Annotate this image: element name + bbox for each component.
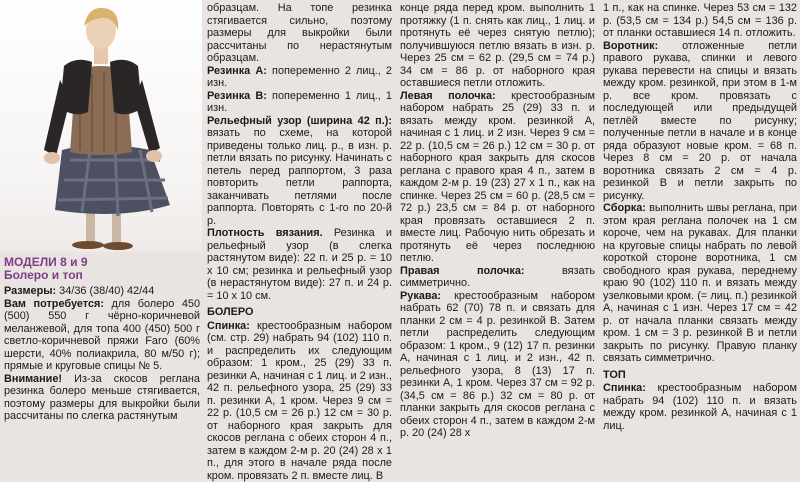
collar-value: отложенные петли правого рукава, спинки и левого рукава перевести на спицы и вязать между кром. резинкой, при этом в 1-м р. все кром. провязать с последующей или предыдущей петлёй вместе по рисунку; полученные петли в начале и в конце ряда образуют новые кром. = 68 п. Через 8 см = 20 р. от начала воротника связать 2 см = 4 р. резинкой В и петли закрыть по рисунку. (603, 40, 797, 202)
sleeves-label: Рукава: (400, 290, 441, 302)
top-heading: ТОП (603, 369, 797, 382)
right-front-value: вязать симметрично. (400, 265, 595, 290)
materials-value: для болеро 450 (500) 550 г чёрно-коричневой меланжевой, для топа 400 (450) 500 г светло-коричневой пряжи Faro (60% шерсти, 40% полиакрила, 80 м/50 г); прямые и круговые спицы № 5. (4, 298, 200, 373)
top-back (603, 382, 797, 432)
left-front (400, 90, 595, 265)
model-photo (0, 0, 202, 252)
rib-b-label: Резинка В: (207, 90, 267, 102)
collar-label: Воротник: (603, 40, 658, 52)
back-continuation: конце ряда перед кром. выполнить 1 протяжку (1 п. снять как лиц., 1 лиц. и протянуть её через снятую петлю); получившуюся петлю вязать в изн. р. Через 25 см = 62 р. (29,5 см = 74 р.) 34 см = 86 р. от наборного края оставшиеся петли отложить. (400, 2, 595, 90)
note-paragraph (4, 373, 200, 423)
top-back-label: Спинка: (603, 382, 646, 394)
relief-value: вязать по схеме, на которой приведены только лиц. р., в изн. р. петли вязать по рисунку. Начинать с петель перед раппортом, 3 раза повторить петли раппорта, заканчивать петлями после раппорта. Повторять с 1-го по 20-й р. (207, 127, 392, 227)
note-label: Внимание! (4, 373, 62, 385)
sleeves-value: крестообразным набором набрать 62 (70) 78 п. и связать для планки 2 см = 4 р. резинкой В. Затем петли распределить следующим образом: 1 кром., 9 (12) 17 п. резинки А, начиная с 1 лиц. и 2 изн., 42 п. рельефного узора, 8 (13) 17 п. резинки А, 1 кром. Через 37 см = 92 р. (34,5 см = 86 р.) 32 см = 80 р. от планки закрыть для скосов реглана с обеих сторон 4 п., затем в каждом 2-м р. 20 (24) 28 х (400, 290, 595, 440)
assembly (603, 202, 797, 365)
right-front (400, 265, 595, 290)
relief-label: Рельефный узор (ширина 42 п.): (207, 115, 392, 127)
bolero-back (207, 320, 392, 482)
rib-b (207, 90, 392, 115)
sleeve-continuation: 1 п., как на спинке. Через 53 см = 132 р. (53,5 см = 134 р.) 54,5 см = 136 р. от планки оставшиеся 14 п. отложить. (603, 2, 797, 40)
model-title: МОДЕЛИ 8 и 9 (4, 256, 200, 269)
collar (603, 40, 797, 203)
model-illustration (0, 0, 202, 252)
top-back-value: крестообразным набором набрать 94 (102) 110 п. и вязать между кром. резинкой А, начиная с 1 лиц. (603, 382, 797, 432)
back-label: Спинка: (207, 320, 250, 332)
assembly-label: Сборка: (603, 202, 646, 214)
right-front-label: Правая полочка: (400, 265, 525, 277)
materials-paragraph (4, 298, 200, 373)
column-4 (603, 2, 797, 447)
sizes-value: 34/36 (38/40) 42/44 (56, 285, 154, 297)
gauge-label: Плотность вязания. (207, 227, 323, 239)
model-subtitle: Болеро и топ (4, 269, 200, 282)
column-3 (400, 2, 595, 447)
rib-b-value: попеременно 1 лиц., 1 изн. (207, 90, 392, 115)
note-value: Из-за скосов реглана резинка болеро меньше стягивается, поэтому размеры для выкройки были рассчитаны по слегка растянутым (4, 373, 200, 423)
intro-continuation: образцам. На топе резинка стягивается сильно, поэтому размеры для выкройки были рассчитаны по нерастянутым образцам. (207, 2, 392, 65)
column-2 (207, 2, 392, 447)
sizes-paragraph (4, 285, 200, 298)
rib-a (207, 65, 392, 90)
assembly-value: выполнить швы реглана, при этом края реглана полочек на 1 см короче, чем на рукавах. Для планки на круговые спицы набрать по левой короткой стороне воротника, 1 см свободного края рукава, переднему краю 90 (102) 110 п. и вязать между узелковыми кром. (= лиц. п.) резинкой А, начиная с 1 изн. Через 17 см = 42 р. от начала планки связать между кром. 1 см = 3 р. резинкой В и петли закрыть по рисунку. Правую планку связать симметрично. (603, 202, 797, 364)
materials-label: Вам потребуется: (4, 298, 104, 310)
left-front-value: крестообразным набором набрать 25 (29) 33 п. и вязать между кром. резинкой А, начиная с 1 лиц. и 2 изн. Через 9 см = 22 р. (10,5 см = 26 р.) 12 см = 30 р. от наборного края закрыть для скосов реглана с правого края 4 п., затем в каждом 2-м р. 19 (23) 27 х 1 п., как на спинке. Через 25 см = 60 р. (28,5 см = 72 р.) 23,5 см = 84 р. от наборного края провязать оставшиеся 2 п. вместе лиц. Рабочую нить обрезать и протянуть её через последнюю петлю. (400, 90, 595, 265)
bolero-heading: БОЛЕРО (207, 306, 392, 319)
relief-pattern (207, 115, 392, 228)
intro-column (4, 256, 200, 423)
rib-a-value: попеременно 2 лиц., 2 изн. (207, 65, 392, 90)
gauge-value: Резинка и рельефный узор (в слегка растянутом виде): 22 п. и 25 р. = 10 х 10 см; резинка и рельефный узор (в нерастянутом виде): 27 п. и 24 р. = 10 х 10 см. (207, 227, 392, 302)
back-value: крестообразным набором (см. стр. 29) набрать 94 (102) 110 п. и распределить их следующим образом: 1 кром., 25 (29) 33 п. резинки А, начиная с 1 лиц. и 2 изн., 42 п. рельефного узора, 25 (29) 33 п. резинки А, 1 кром. Через 9 см = 22 р. (10,5 см = 26 р.) 12 см = 30 р. от наборного края закрыть для скосов реглана с обеих сторон 4 п., затем в каждом 2-м р. 20 (24) 28 х 1 п., для этого в начале ряда после кром. провязать 2 п. вместе лиц. В (207, 320, 392, 482)
rib-a-label: Резинка А: (207, 65, 267, 77)
left-front-label: Левая полочка: (400, 90, 496, 102)
sleeves (400, 290, 595, 440)
gauge (207, 227, 392, 302)
sizes-label: Размеры: (4, 285, 56, 297)
